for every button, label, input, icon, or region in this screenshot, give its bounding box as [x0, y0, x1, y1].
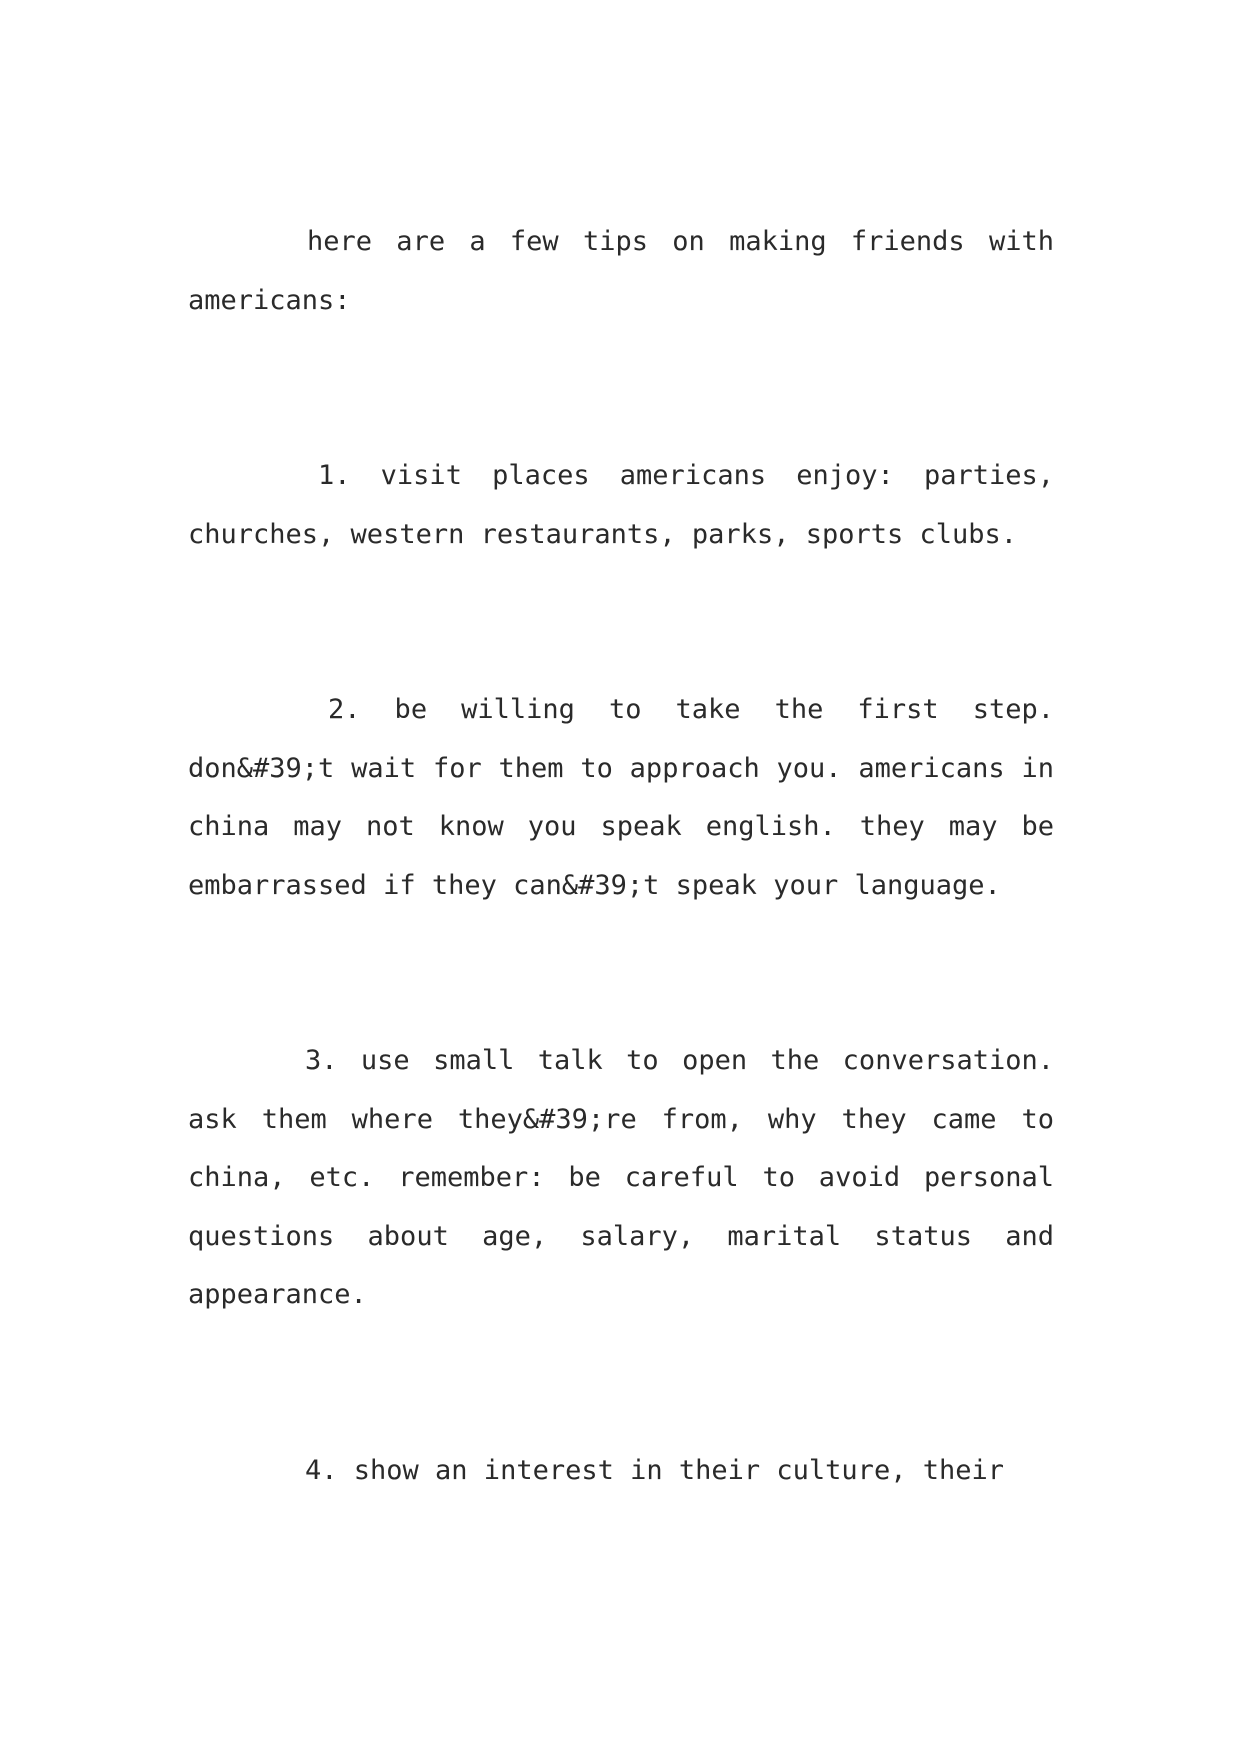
tip-4-paragraph: 4. show an interest in their culture, their [305, 1454, 1004, 1486]
tip-2-paragraph: 2. be willing to take the first step. don&#39;t wait for them to approach you. americans in china may not know you speak english. they may be embarrassed if they can&#39;t speak your language. [188, 694, 1054, 901]
tip-1-paragraph: 1. visit places americans enjoy: parties, churches, western restaurants, parks, sports clubs. [188, 460, 1054, 550]
document-body [188, 213, 1054, 1500]
intro-paragraph: here are a few tips on making friends with americans: [188, 226, 1054, 316]
tip-3-paragraph: 3. use small talk to open the conversation. ask them where they&#39;re from, why they came to china, etc. remember: be careful to avoid personal questions about age, salary, marital status and appearance. [188, 1045, 1054, 1310]
